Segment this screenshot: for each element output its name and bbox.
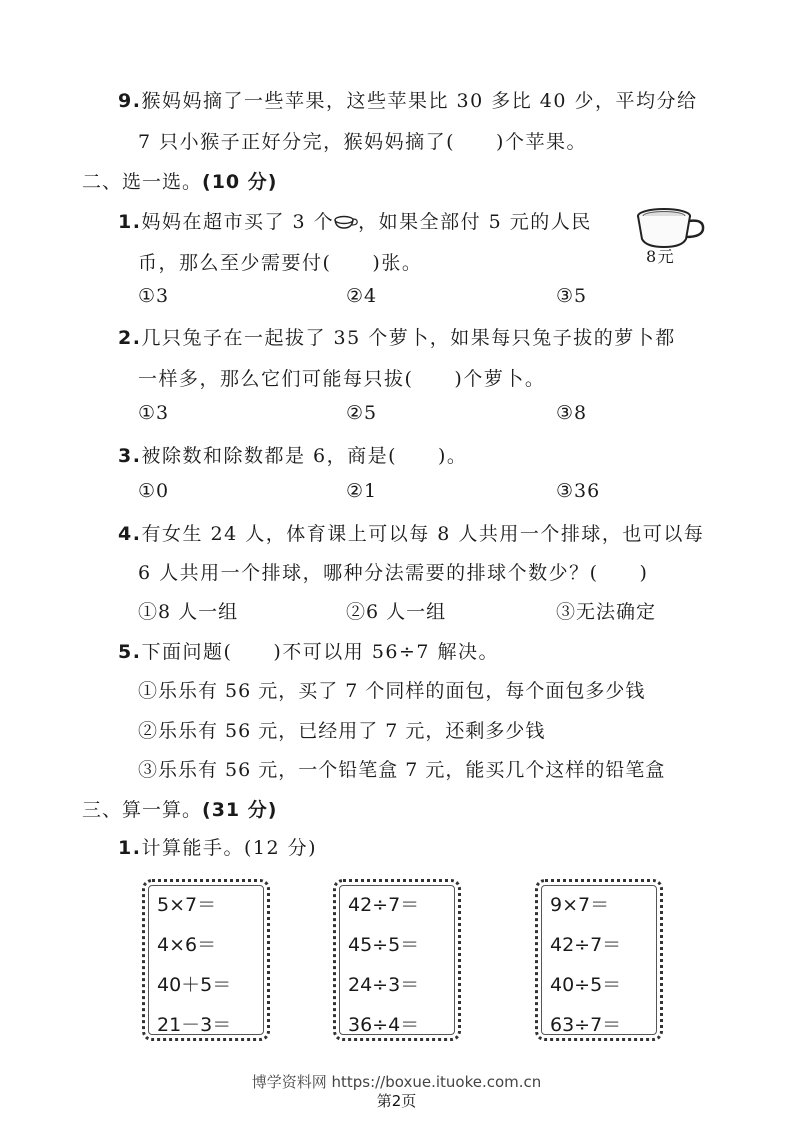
calc-problem: 42÷7＝ (348, 894, 420, 916)
s2q5-option-2: ②乐乐有 56 元，已经用了 7 元，还剩多少钱 (138, 720, 546, 742)
calc-problem: 4×6＝ (157, 934, 217, 956)
s2-question-5-line1: 5.下面问题( )不可以用 56÷7 解决。 (118, 641, 500, 663)
calc-box-3 (535, 879, 663, 1041)
s2q4-option-2: ②6 人一组 (346, 601, 447, 623)
s2q1-option-3: ③5 (556, 285, 588, 307)
calc-problem: 24÷3＝ (348, 974, 420, 996)
page-number: 第2页 (376, 1092, 417, 1110)
s3-question-1-title: 1.计算能手。(12 分) (118, 837, 317, 859)
calc-box-1 (142, 879, 270, 1041)
s2-question-1-line2: 币，那么至少需要付( )张。 (138, 252, 423, 274)
s2q4-option-3: ③无法确定 (556, 601, 657, 623)
question-9-line2: 7 只小猴子正好分完，猴妈妈摘了( )个苹果。 (138, 131, 587, 153)
question-9-line1: 9.猴妈妈摘了一些苹果，这些苹果比 30 多比 40 少，平均分给 (118, 90, 698, 112)
s2q4-option-1: ①8 人一组 (138, 601, 239, 623)
s2-question-4-line2: 6 人共用一个排球，哪种分法需要的排球个数少？( ) (138, 562, 649, 584)
s2-question-2-line2: 一样多，那么它们可能每只拔( )个萝卜。 (138, 368, 546, 390)
calc-problem: 40＋5＝ (157, 974, 232, 996)
s2q5-option-1: ①乐乐有 56 元，买了 7 个同样的面包，每个面包多少钱 (138, 680, 646, 702)
s2-question-1-line1: 1.妈妈在超市买了 3 个 ，如果全部付 5 元的人民 (118, 211, 592, 233)
watermark-text: 博学资料网 https://boxue.ituoke.com.cn (251, 1073, 542, 1091)
s2q2-option-1: ①3 (138, 402, 170, 424)
calc-problem: 9×7＝ (550, 894, 610, 916)
calc-problem: 45÷5＝ (348, 934, 420, 956)
s2-question-3-line1: 3.被除数和除数都是 6，商是( )。 (118, 445, 468, 467)
s2-question-4-line1: 4.有女生 24 人，体育课上可以每 8 人共用一个排球，也可以每 (118, 523, 705, 545)
calc-problem: 42÷7＝ (550, 934, 622, 956)
small-cup-icon (334, 215, 358, 229)
s2q3-option-3: ③36 (556, 480, 601, 502)
calc-problem: 63÷7＝ (550, 1014, 622, 1036)
calc-problem: 40÷5＝ (550, 974, 622, 996)
s2q3-option-2: ②1 (346, 480, 378, 502)
s2q5-option-3: ③乐乐有 56 元，一个铅笔盒 7 元，能买几个这样的铅笔盒 (138, 759, 666, 781)
section-3-heading: 三、算一算。(31 分) (82, 799, 278, 821)
s2-question-2-line1: 2.几只兔子在一起拔了 35 个萝卜，如果每只兔子拔的萝卜都 (118, 327, 676, 349)
s2q2-option-3: ③8 (556, 402, 588, 424)
s2q2-option-2: ②5 (346, 402, 378, 424)
calc-problem: 5×7＝ (157, 894, 217, 916)
calc-problem: 36÷4＝ (348, 1014, 420, 1036)
cup-price-label: 8元 (646, 247, 676, 266)
s2q1-option-2: ②4 (346, 285, 378, 307)
calc-box-2 (333, 879, 461, 1041)
s2q3-option-1: ①0 (138, 480, 170, 502)
calc-problem: 21－3＝ (157, 1014, 232, 1036)
s2q1-option-1: ①3 (138, 285, 170, 307)
section-2-heading: 二、选一选。(10 分) (82, 171, 278, 193)
